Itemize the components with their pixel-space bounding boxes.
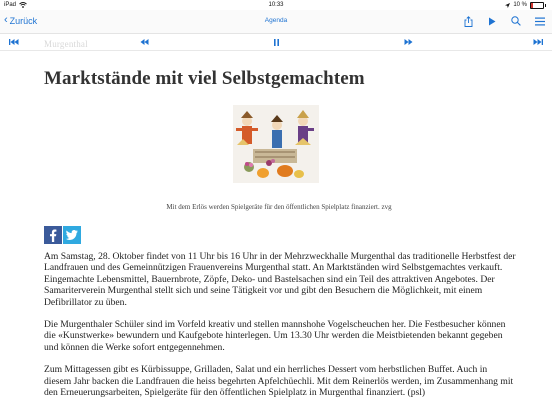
battery-percent: 10 % <box>513 2 527 8</box>
rewind-icon[interactable] <box>138 37 150 47</box>
fast-forward-icon[interactable] <box>402 37 414 47</box>
status-bar <box>0 0 552 10</box>
location-icon <box>505 3 510 8</box>
search-icon[interactable] <box>510 14 522 28</box>
twitter-share-button[interactable] <box>63 226 81 244</box>
article-body <box>44 251 516 409</box>
skip-forward-icon[interactable] <box>532 37 544 47</box>
article <box>44 58 516 399</box>
article-headline: Marktstände mit viel Selbstgemachtem <box>44 68 365 89</box>
back-button[interactable] <box>4 15 37 26</box>
image-caption: Mit dem Erlös werden Spielgeräte für den öffentlichen Spielplatz finanziert. zvg <box>166 203 392 211</box>
nav-actions <box>462 14 546 28</box>
social-share <box>44 226 81 244</box>
facebook-icon <box>49 229 57 242</box>
audio-controls <box>0 34 552 51</box>
device-label: iPad <box>4 2 17 8</box>
article-image[interactable] <box>233 105 319 183</box>
nav-title-link[interactable]: Agenda <box>264 17 288 24</box>
twitter-icon <box>66 230 78 240</box>
back-label: Zurück <box>9 15 38 26</box>
status-right <box>505 0 546 10</box>
skip-back-icon[interactable] <box>8 37 20 47</box>
menu-icon[interactable] <box>534 14 546 28</box>
share-icon[interactable] <box>462 14 474 28</box>
pause-icon[interactable] <box>271 37 281 47</box>
facebook-share-button[interactable] <box>44 226 62 244</box>
article-paragraph: Zum Mittagessen gibt es Kürbissuppe, Grilladen, Salat und ein herrliches Dessert vom herbstlichen Buffet. Auch in diesem Jahr backen die Landfrauen die heiss begehrten Apfelchüechli. Mit dem Reinerlös werden, im Zusammenhang mit den Erneuerungsarbeiten, Spielgeräte für den öffentlichen Spielplatz in Murgenthal finanziert. (psl) <box>44 364 514 399</box>
article-paragraph: Die Murgenthaler Schüler sind im Vorfeld kreativ und stellen mannshohe Vogelscheuchen her. Die Festbesucher können die «Kunstwerke» bewundern und Kaufgebote hinterlegen. Um 13.30 Uhr werden die Meistbietenden bekannt gegeben und können die Werke sofort entgegennehmen. <box>44 319 506 353</box>
play-icon[interactable] <box>486 14 498 28</box>
article-paragraph: Am Samstag, 28. Oktober findet von 11 Uhr bis 16 Uhr in der Mehrzweckhalle Murgenthal das traditionelle Herbstfest der Landfrauen und des Gemeinnützigen Frauenvereins Murgenthal statt. An Marktständen wird Selbstgemachtes verkauft. Eingemachte Lebensmittel, Bauernbrote, Zöpfe, Deko- und Bastelsachen sind ein Teil des attraktiven Angebotes. Der Samariterverein Murgenthal stellt sich und seine Tätigkeit vor und gibt den Besuchern die Möglichkeit, mit einem Defibrillator zu üben. <box>44 251 516 308</box>
battery-icon <box>530 2 544 9</box>
status-time: 10:33 <box>268 2 284 8</box>
faded-section-title: Murgenthal <box>44 39 88 49</box>
chevron-left-icon: ‹ <box>4 14 8 26</box>
navigation-bar <box>0 10 552 34</box>
